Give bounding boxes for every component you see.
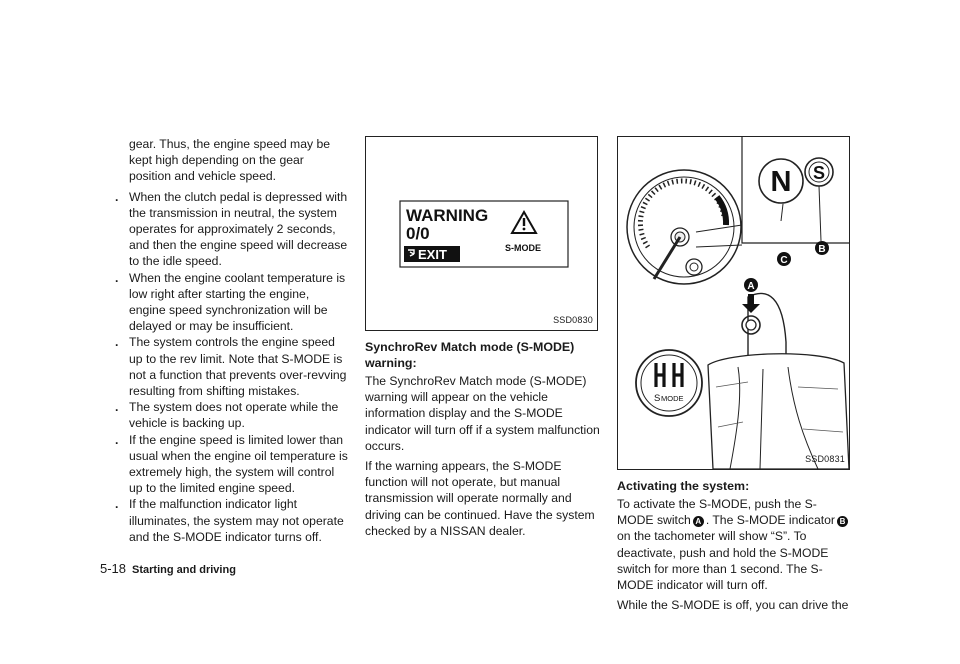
svg-text:S: S	[812, 163, 826, 183]
page-footer	[100, 561, 236, 576]
warning-display-figure	[365, 136, 598, 331]
warning-count: 0/0	[406, 224, 430, 243]
callout-c	[777, 252, 791, 266]
list-item: . The system does not operate while the vehicle is backing up.	[115, 400, 339, 431]
section-heading: Activating the system:	[617, 479, 750, 493]
tachometer-icon	[627, 170, 742, 284]
paragraph: To activate the S-MODE, push the S-MODE switch A . The S-MODE indicator Bon the tachometer will show “S”. To deactivate, push and hold the S-MODE switch for more than 1 second. The S-MODE indicator will turn off.	[617, 496, 852, 593]
exit-label: EXIT	[418, 247, 447, 262]
shifter-figure	[617, 136, 850, 470]
column-1	[114, 136, 349, 545]
column-3	[617, 136, 852, 617]
continuation-text: gear. Thus, the engine speed may be kept high depending on the gear position and vehicle speed.	[129, 137, 331, 184]
svg-text:MODE: MODE	[661, 394, 684, 403]
s-mode-indicator-icon	[805, 158, 833, 186]
svg-text:N: N	[770, 166, 792, 198]
svg-text:C: C	[780, 255, 788, 266]
shifter-illustration	[618, 137, 849, 469]
bullet-list	[114, 189, 349, 545]
callout-a-inline: A	[693, 516, 704, 527]
callout-b	[815, 241, 829, 255]
section-heading: SynchroRev Match mode (S-MODE) warning:	[365, 340, 575, 370]
list-item: . When the engine coolant temperature is low right after starting the engine, engine speed synchronization will be delayed or may be insufficient.	[115, 270, 346, 334]
s-mode-button-icon	[636, 350, 702, 416]
column-2	[365, 136, 600, 543]
list-item: . If the engine speed is limited lower than usual when the engine oil temperature is extremely high, the system will control up to the limited engine speed.	[115, 432, 348, 496]
svg-text:S: S	[654, 393, 661, 404]
warning-triangle-icon	[512, 212, 536, 233]
paragraph: While the S-MODE is off, you can drive the	[617, 598, 849, 613]
figure-code: SSD0830	[553, 314, 593, 325]
callout-a	[744, 278, 758, 292]
warning-title: WARNING	[406, 206, 489, 225]
list-item: . If the malfunction indicator light illuminates, the system may not operate and the S-MODE indicator turns off.	[115, 497, 344, 544]
svg-text:B: B	[818, 244, 826, 255]
paragraph: If the warning appears, the S-MODE function will not operate, but manual transmission will operate normally and driving can be continued. Have the system checked by a NISSAN dealer.	[365, 459, 595, 538]
list-item: . The system controls the engine speed up to the rev limit. Note that S-MODE is not a function that prevents over-revving resulting from shifting mistakes.	[115, 335, 347, 399]
gear-indicator-n-icon	[759, 159, 803, 203]
page-number: 5-18	[100, 561, 127, 576]
gear-shifter-icon	[708, 293, 849, 469]
svg-text:A: A	[747, 281, 755, 292]
callout-b-inline: B	[837, 516, 848, 527]
s-mode-label: S-MODE	[505, 243, 541, 253]
list-item: . When the clutch pedal is depressed with the transmission in neutral, the system operates for approximately 2 seconds, and then the engine speed will decrease to the idle speed.	[115, 189, 348, 269]
figure-code: SSD0831	[805, 453, 845, 464]
paragraph: The SynchroRev Match mode (S-MODE) warning will appear on the vehicle information display and the S-MODE indicator will turn off if a system malfunction occurs.	[365, 374, 600, 453]
section-title: Starting and driving	[132, 564, 236, 576]
warning-display-illustration	[366, 137, 597, 330]
